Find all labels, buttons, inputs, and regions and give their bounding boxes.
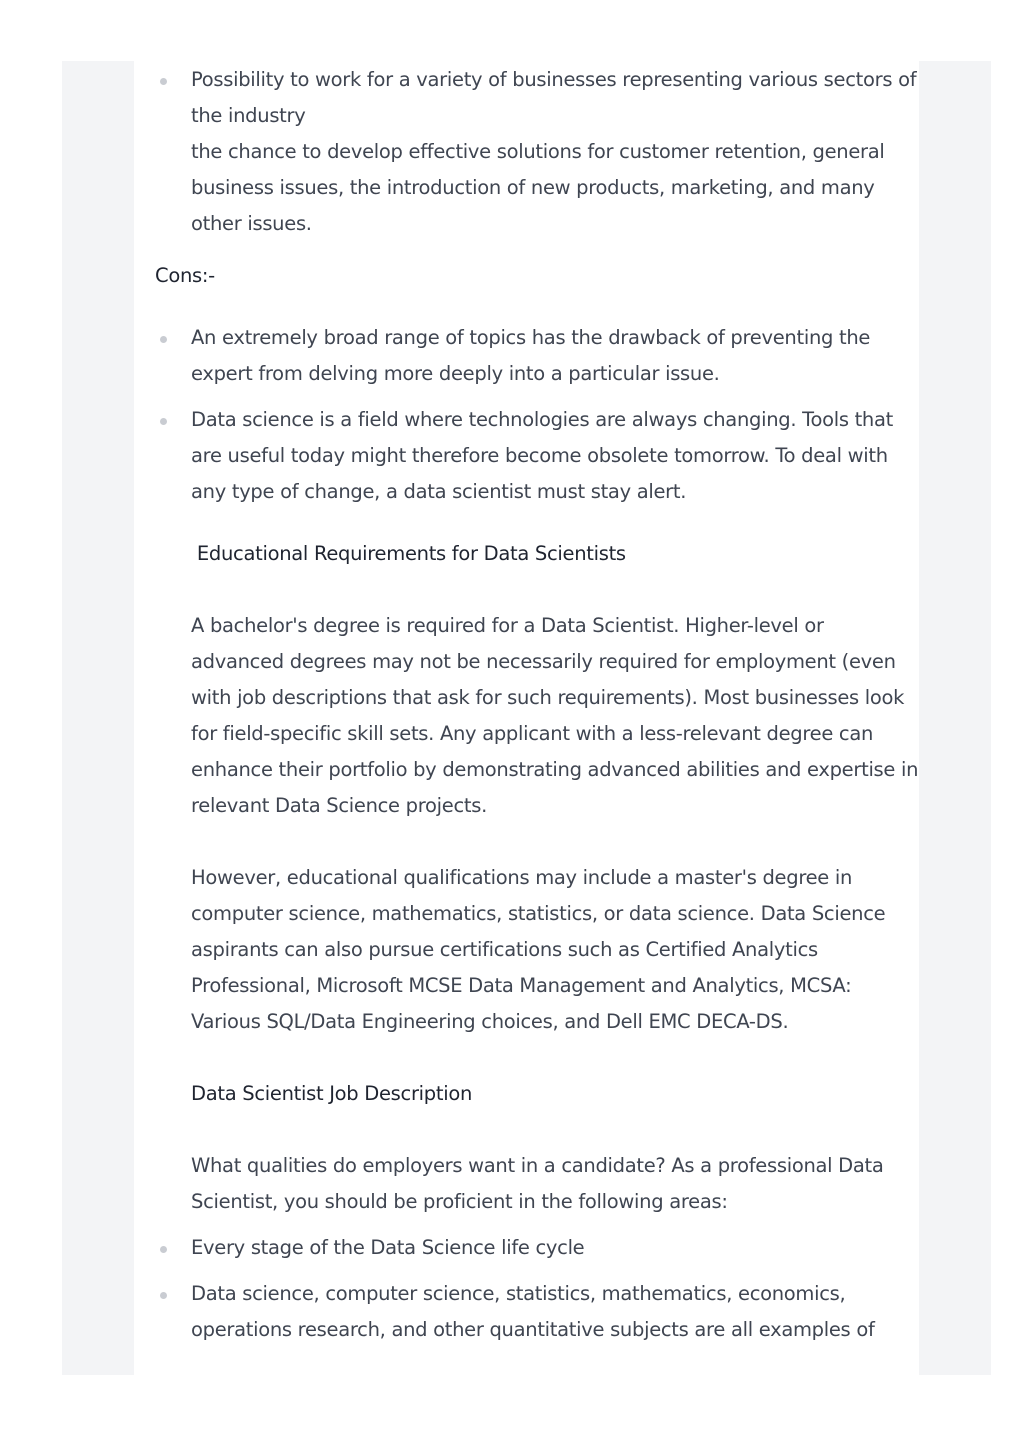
pros-list [134,62,919,242]
article-content [134,61,919,1375]
cons-heading: Cons:- [155,264,215,287]
skills-list [134,1230,919,1348]
list-item: Data science is a field where technologies are always changing. Tools that are useful today might therefore become obsolete tomorrow. To deal with any type of change, a data scientist must stay alert. [134,402,919,510]
list-item: Data science, computer science, statistics, mathematics, economics, operations research, and other quantitative subjects are all examples of [134,1276,919,1348]
paragraph: What qualities do employers want in a candidate? As a professional Data Scientist, you should be proficient in the following areas: [191,1154,884,1213]
section-heading-job-description: Data Scientist Job Description [191,1082,473,1105]
paragraph: However, educational qualifications may include a master's degree in computer science, mathematics, statistics, or data science. Data Science aspirants can also pursue certifications such as Certified Analytics Professional, Microsoft MCSE Data Management and Analytics, MCSA: Various SQL/Data Engineering choices, and Dell EMC DECA-DS. [191,866,886,1033]
list-item [134,62,919,242]
list-item: Every stage of the Data Science life cycle [134,1230,919,1266]
cons-list [134,320,919,510]
list-item: An extremely broad range of topics has the drawback of preventing the expert from delving more deeply into a particular issue. [134,320,919,392]
article-inner [134,61,919,1358]
section-heading-education: Educational Requirements for Data Scientists [191,542,626,565]
list-item-line: Possibility to work for a variety of businesses representing various sectors of the industry [191,68,917,127]
list-item-line: the chance to develop effective solutions for customer retention, general business issues, the introduction of new products, marketing, and many other issues. [191,140,885,235]
paragraph: A bachelor's degree is required for a Data Scientist. Higher-level or advanced degrees may not be necessarily required for employment (even with job descriptions that ask for such requirements). Most businesses look for field-specific skill sets. Any applicant with a less-relevant degree can enhance their portfolio by demonstrating advanced abilities and expertise in relevant Data Science projects. [191,614,919,817]
